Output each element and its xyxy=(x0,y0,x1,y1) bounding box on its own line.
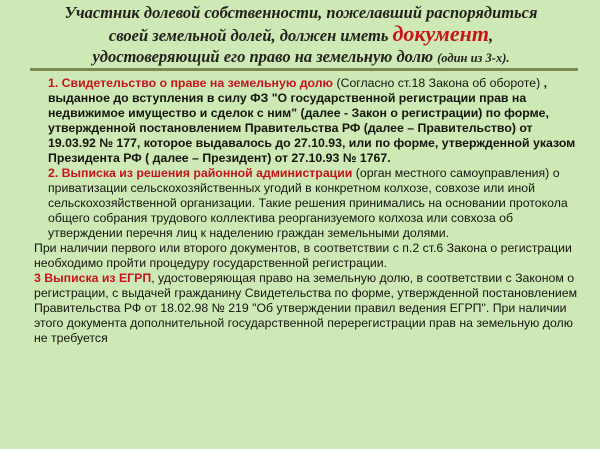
item-1-reference: (Согласно ст.18 Закона об обороте) xyxy=(333,76,541,90)
title-divider xyxy=(30,68,578,71)
title-emphasis: документ xyxy=(392,21,489,46)
title-line-2-end: , xyxy=(488,26,494,45)
slide-body xyxy=(34,76,579,346)
item-1-heading: 1. Свидетельство о праве на земельную долю xyxy=(48,76,334,90)
title-note: (один из 3-х). xyxy=(437,51,510,65)
item-3-body: , удостоверяющая право на земельную долю, в соответствии с Законом о регистрации, с выдачей гражданину Свидетельства по форме, утвержденной постановлением Правительства РФ от 18.02.98 № 219 "Об утверждении правил ведения ЕГРП". При наличии этого документа дополнительной государственной перерегистрации прав на земельную долю не требуется xyxy=(34,271,578,345)
item-1-body: , выданное до вступления в силу ФЗ "О государственной регистрации прав на недвижимое имущество и сделок с ним" (далее - Закон о регистрации) по форме, утвержденной постановлением Правительства РФ (далее – Правительство) от 19.03.92 № 177, которое выдавалось до 27.10.93, или по форме, утвержденной указом Президента РФ ( далее – Президент) от 27.10.93 № 1767. xyxy=(48,76,576,165)
title-line-2 xyxy=(6,23,596,46)
registration-note xyxy=(34,241,579,271)
item-2 xyxy=(34,166,579,241)
title-line-3-text: удостоверяющий его право на земельную долю xyxy=(92,47,438,66)
item-1 xyxy=(34,76,579,166)
slide-title xyxy=(6,2,596,69)
item-2-heading: 2. Выписка из решения районной администрации xyxy=(48,166,353,180)
title-line-3 xyxy=(6,46,596,69)
item-2-body: (орган местного самоуправления) о приватизации сельскохозяйственных угодий в конкретном колхозе, совхозе или иной сельскохозяйственной организации. Такие решения принимались на основании протокола общего собрания трудового коллектива реорганизуемого колхоза или совхоза об утверждении перечня лиц к наделению граждан земельными долями. xyxy=(48,166,568,240)
title-line-2-start: своей земельной долей, должен иметь xyxy=(108,26,393,45)
item-3-heading: 3 Выписка из ЕГРП xyxy=(34,271,152,285)
item-3 xyxy=(34,271,579,346)
title-line-1: Участник долевой собственности, пожелавший распорядиться xyxy=(64,3,538,22)
registration-note-text: При наличии первого или второго документов, в соответствии с п.2 ст.6 Закона о регистрации необходимо пройти процедуру государственной регистрации. xyxy=(34,241,572,270)
